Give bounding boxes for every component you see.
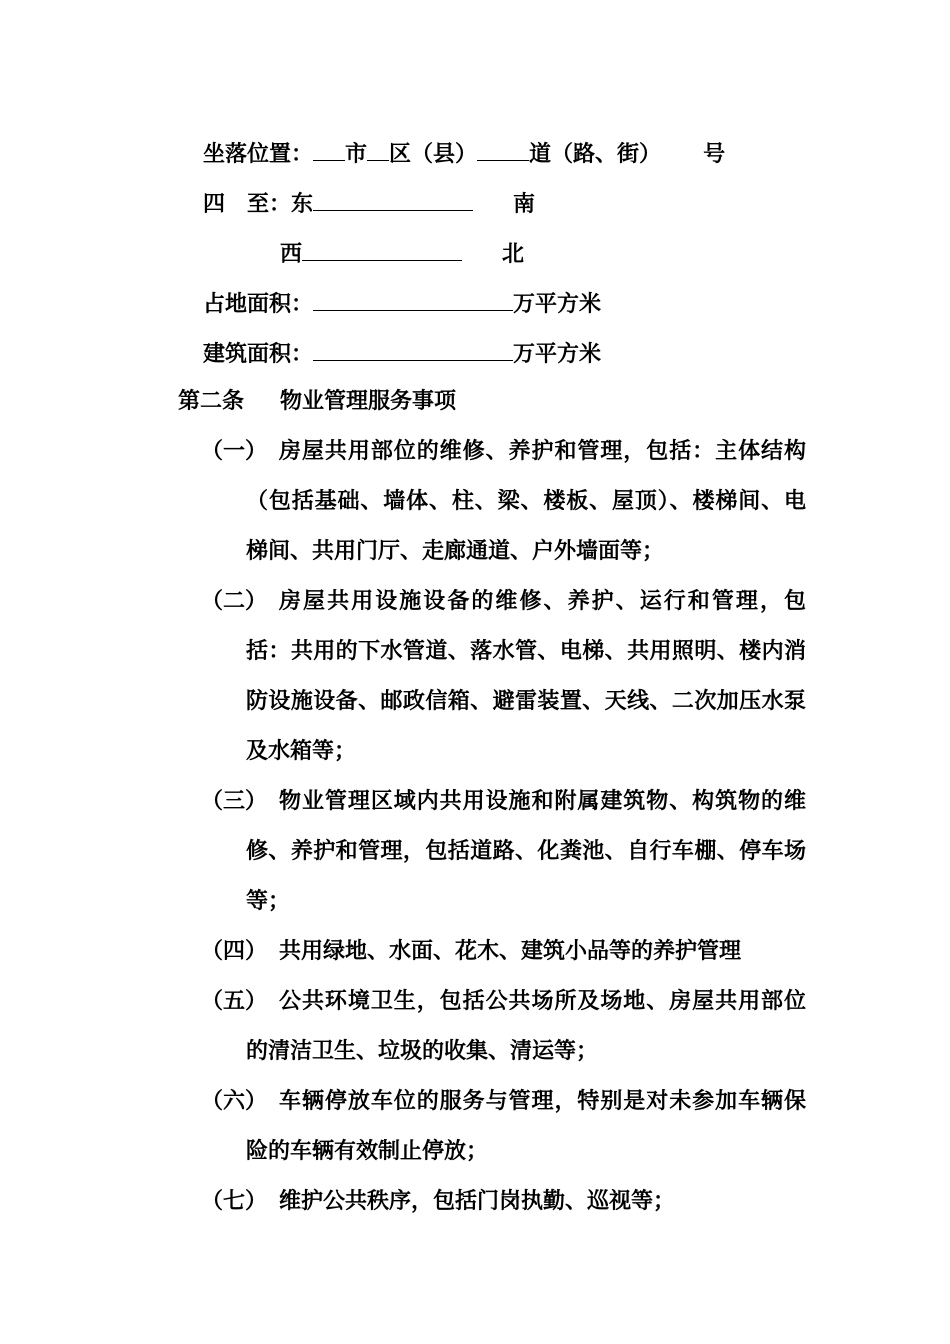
building-area-label: 建筑面积： — [203, 341, 314, 367]
boundary-line-west-north — [280, 236, 524, 269]
item-text: 物业管理区域内共用设施和附属建筑物、构筑物的维修、养护和管理，包括道路、化粪池、自行车棚、停车场等； — [246, 788, 806, 914]
land-area-label: 占地面积： — [203, 291, 314, 317]
district-suffix: 区（县） — [389, 141, 478, 167]
item-number: （二） — [201, 588, 268, 614]
item-text: 维护公共秩序，包括门岗执勤、巡视等； — [279, 1188, 676, 1214]
west-blank — [302, 236, 462, 261]
item-number: （六） — [201, 1088, 268, 1114]
road-blank — [477, 136, 529, 161]
item-number: （五） — [201, 988, 268, 1014]
item-number: （三） — [201, 788, 268, 814]
building-area-line — [203, 336, 601, 369]
article-heading — [178, 386, 456, 416]
city-suffix: 市 — [345, 141, 368, 167]
district-blank — [367, 136, 389, 161]
article-title: 物业管理服务事项 — [280, 388, 457, 414]
land-area-unit: 万平方米 — [513, 291, 602, 317]
location-line — [203, 136, 725, 169]
east-label: 东 — [291, 191, 314, 217]
location-label: 坐落位置： — [203, 141, 314, 167]
item-text: 车辆停放车位的服务与管理，特别是对未参加车辆保险的车辆有效制止停放； — [246, 1088, 806, 1164]
north-label: 北 — [502, 241, 525, 267]
article-number: 第二条 — [178, 388, 245, 414]
number-suffix: 号 — [703, 141, 726, 167]
land-area-line — [203, 286, 601, 319]
item-number: （四） — [201, 938, 268, 964]
item-text: 公共环境卫生，包括公共场所及场地、房屋共用部位的清洁卫生、垃圾的收集、清运等； — [246, 988, 806, 1064]
building-area-unit: 万平方米 — [513, 341, 602, 367]
item-number: （七） — [201, 1188, 268, 1214]
east-blank — [313, 186, 473, 211]
item-text: 共用绿地、水面、花木、建筑小品等的养护管理 — [279, 938, 742, 964]
west-label: 西 — [280, 241, 303, 267]
boundaries-label: 四 至： — [203, 191, 292, 217]
boundary-line-east-south — [203, 186, 535, 219]
south-label: 南 — [513, 191, 536, 217]
city-blank — [313, 136, 345, 161]
item-text: 房屋共用设施设备的维修、养护、运行和管理，包括：共用的下水管道、落水管、电梯、共用照明、楼内消防设施设备、邮政信箱、避雷装置、天线、二次加压水泵及水箱等； — [246, 588, 806, 764]
item-number: （一） — [201, 438, 268, 464]
building-area-blank — [313, 336, 513, 361]
land-area-blank — [313, 286, 513, 311]
item-text: 房屋共用部位的维修、养护和管理，包括：主体结构（包括基础、墙体、柱、梁、楼板、屋顶）、楼梯间、电梯间、共用门厅、走廊通道、户外墙面等； — [246, 438, 806, 564]
road-suffix: 道（路、街） — [529, 141, 662, 167]
